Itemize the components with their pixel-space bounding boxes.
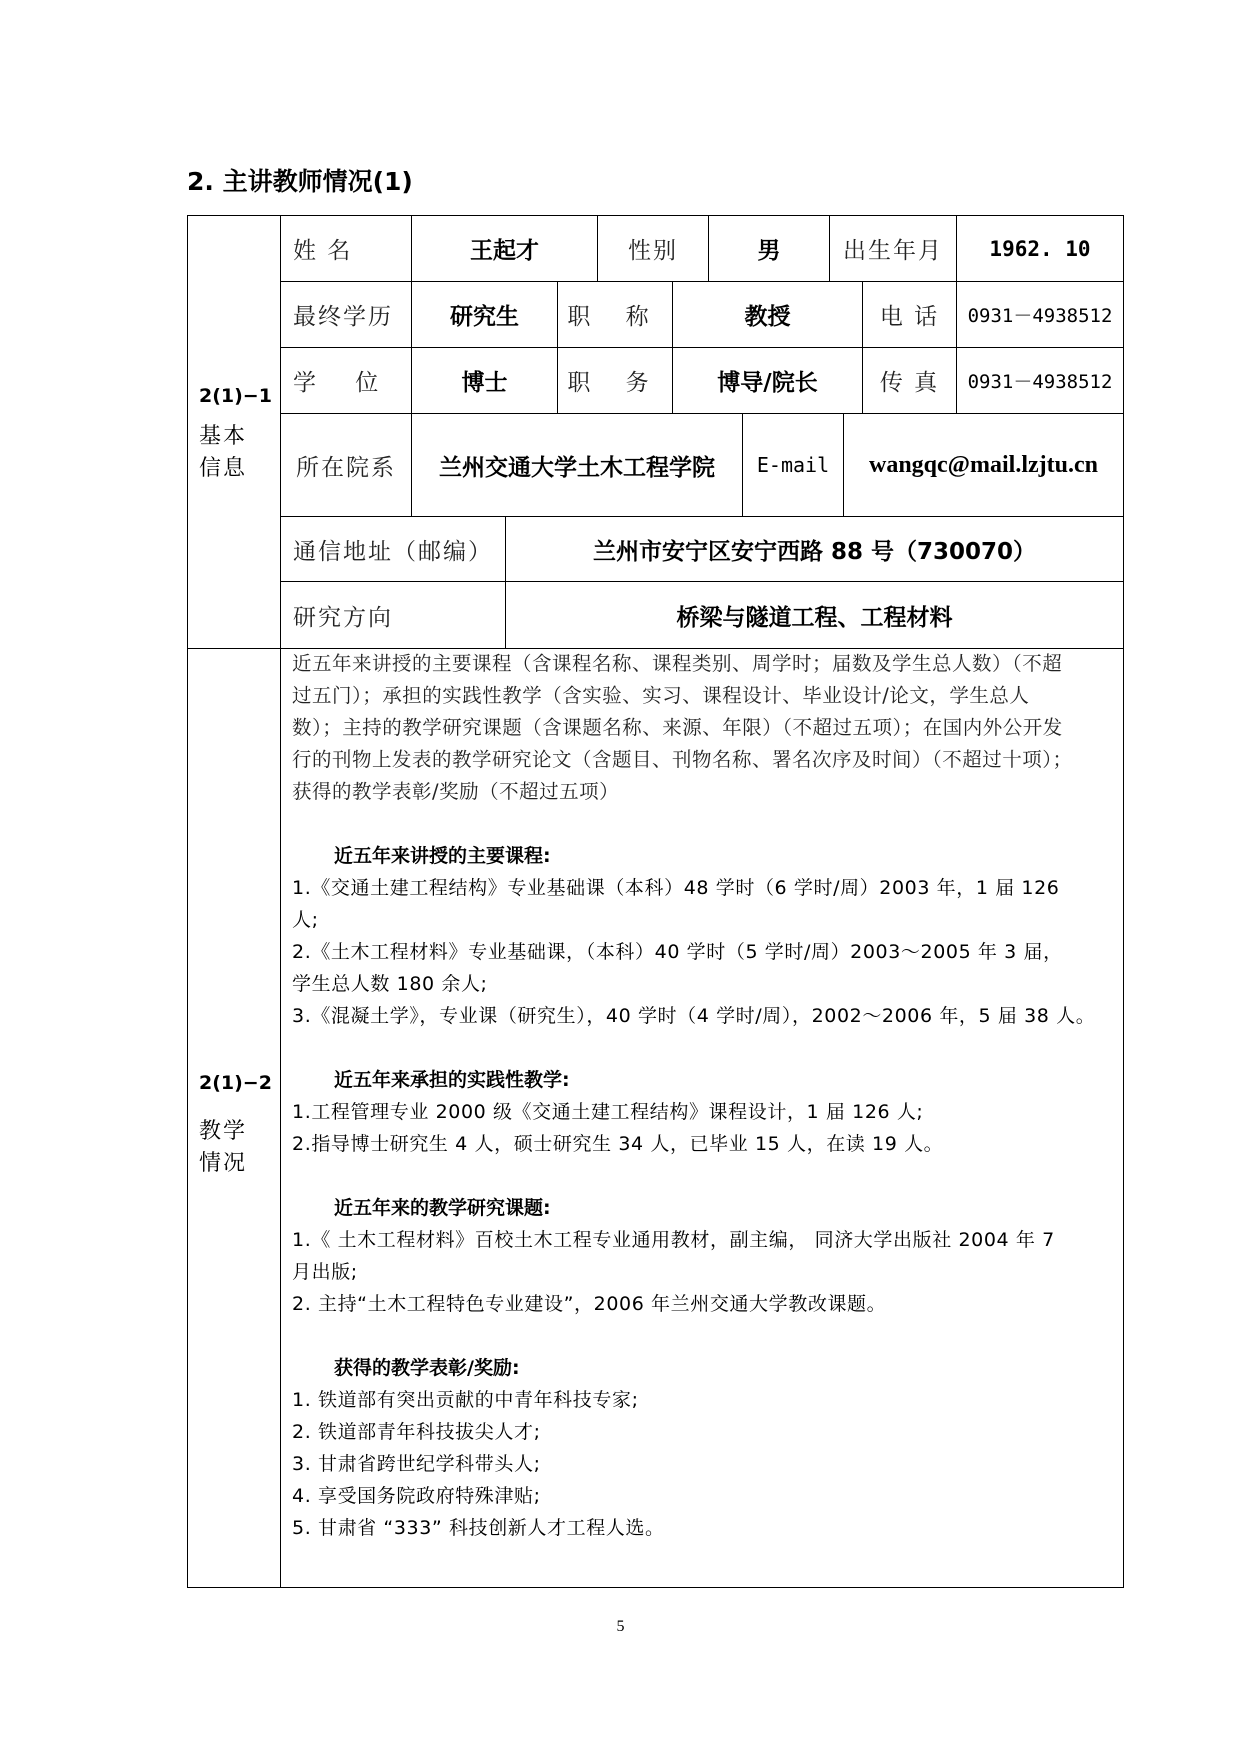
teaching-info-name-2: 情况 (199, 1151, 248, 1176)
section-heading: 2. 主讲教师情况(1) (187, 167, 413, 196)
awards-title: 获得的教学表彰/奖励: (334, 1357, 520, 1379)
research-item: 1.《 土木工程材料》百校土木工程专业通用教材，副主编， 同济大学出版社 2004 年 7 (292, 1229, 1055, 1251)
basic-info-code: 2(1)−1 (199, 385, 272, 407)
course-item: 1.《交通土建工程结构》专业基础课（本科）48 学时（6 学时/周）2003 年，1 届 126 (292, 877, 1060, 899)
gender-value: 男 (757, 238, 781, 264)
basic-info-name-1: 基本 (199, 424, 248, 449)
phone-value: 0931－4938512 (967, 305, 1113, 327)
teaching-info-name-1: 教学 (199, 1119, 248, 1144)
birth-value: 1962. 10 (989, 236, 1091, 261)
course-item: 3.《混凝土学》，专业课（研究生），40 学时（4 学时/周），2002～2006 年，5 届 38 人。 (292, 1005, 1096, 1027)
basic-info-name-2: 信息 (199, 456, 248, 481)
practice-item: 2.指导博士研究生 4 人，硕士研究生 34 人，已毕业 15 人，在读 19 人。 (292, 1133, 944, 1155)
degree-value: 博士 (461, 370, 508, 396)
course-item: 学生总人数 180 余人; (292, 973, 488, 995)
fax-label: 传 真 (879, 370, 940, 396)
research-direction-value: 桥梁与隧道工程、工程材料 (676, 604, 953, 631)
research-item: 2. 主持“土木工程特色专业建设”，2006 年兰州交通大学教改课题。 (292, 1293, 887, 1315)
page-number: 5 (616, 1618, 625, 1635)
title-label: 职 称 (567, 304, 663, 330)
teaching-info-code: 2(1)−2 (199, 1072, 272, 1094)
practice-title: 近五年来承担的实践性教学: (334, 1069, 570, 1091)
practice-item: 1.工程管理专业 2000 级《交通土建工程结构》课程设计，1 届 126 人; (292, 1101, 924, 1123)
email-label: E-mail (756, 453, 830, 477)
address-value: 兰州市安宁区安宁西路 88 号（730070） (592, 538, 1037, 565)
education-label: 最终学历 (293, 304, 393, 330)
course-item: 2.《土木工程材料》专业基础课，（本科）40 学时（5 学时/周）2003～2005 年 3 届， (292, 941, 1063, 963)
name-label: 姓 名 (293, 238, 353, 264)
research-direction-label: 研究方向 (293, 604, 393, 631)
intro-line: 近五年来讲授的主要课程（含课程名称、课程类别、周学时；届数及学生总人数）（不超 (292, 652, 1063, 675)
fax-value: 0931－4938512 (967, 371, 1113, 393)
award-item: 1. 铁道部有突出贡献的中青年科技专家; (292, 1389, 639, 1411)
degree-label: 学 位 (293, 370, 395, 396)
award-item: 5. 甘肃省 “333” 科技创新人才工程人选。 (292, 1517, 665, 1539)
research-projects-title: 近五年来的教学研究课题: (334, 1197, 551, 1219)
education-value: 研究生 (450, 304, 519, 330)
phone-label: 电 话 (879, 304, 940, 330)
email-value: wangqc@mail.lzjtu.cn (869, 451, 1098, 478)
teaching-info-label (187, 1072, 279, 1180)
intro-line: 过五门）；承担的实践性教学（含实验、实习、课程设计、毕业设计/论文，学生总人 (292, 684, 1030, 707)
birth-label: 出生年月 (843, 238, 943, 264)
intro-line: 数）；主持的教学研究课题（含课题名称、来源、年限）（不超过五项）；在国内外公开发 (292, 716, 1063, 739)
intro-line: 获得的教学表彰/奖励（不超过五项） (292, 780, 620, 803)
basic-info-label (187, 385, 279, 485)
teaching-content (292, 648, 1124, 1544)
intro-line: 行的刊物上发表的教学研究论文（含题目、刊物名称、署名次序及时间）（不超过十项）； (292, 748, 1073, 771)
award-item: 4. 享受国务院政府特殊津贴; (292, 1485, 541, 1507)
name-value: 王起才 (470, 238, 539, 264)
title-value: 教授 (744, 304, 791, 330)
department-label: 所在院系 (296, 454, 396, 481)
address-label: 通信地址（邮编） (293, 538, 493, 565)
research-item: 月出版; (292, 1261, 358, 1283)
course-item: 人; (292, 909, 319, 931)
award-item: 3. 甘肃省跨世纪学科带头人; (292, 1453, 541, 1475)
department-value: 兰州交通大学土木工程学院 (439, 454, 715, 481)
gender-label: 性别 (628, 238, 678, 264)
award-item: 2. 铁道部青年科技拔尖人才; (292, 1421, 541, 1443)
position-value: 博导/院长 (717, 370, 818, 396)
teaching-intro (292, 648, 1124, 808)
courses-title: 近五年来讲授的主要课程: (334, 845, 551, 867)
position-label: 职 务 (567, 370, 663, 396)
